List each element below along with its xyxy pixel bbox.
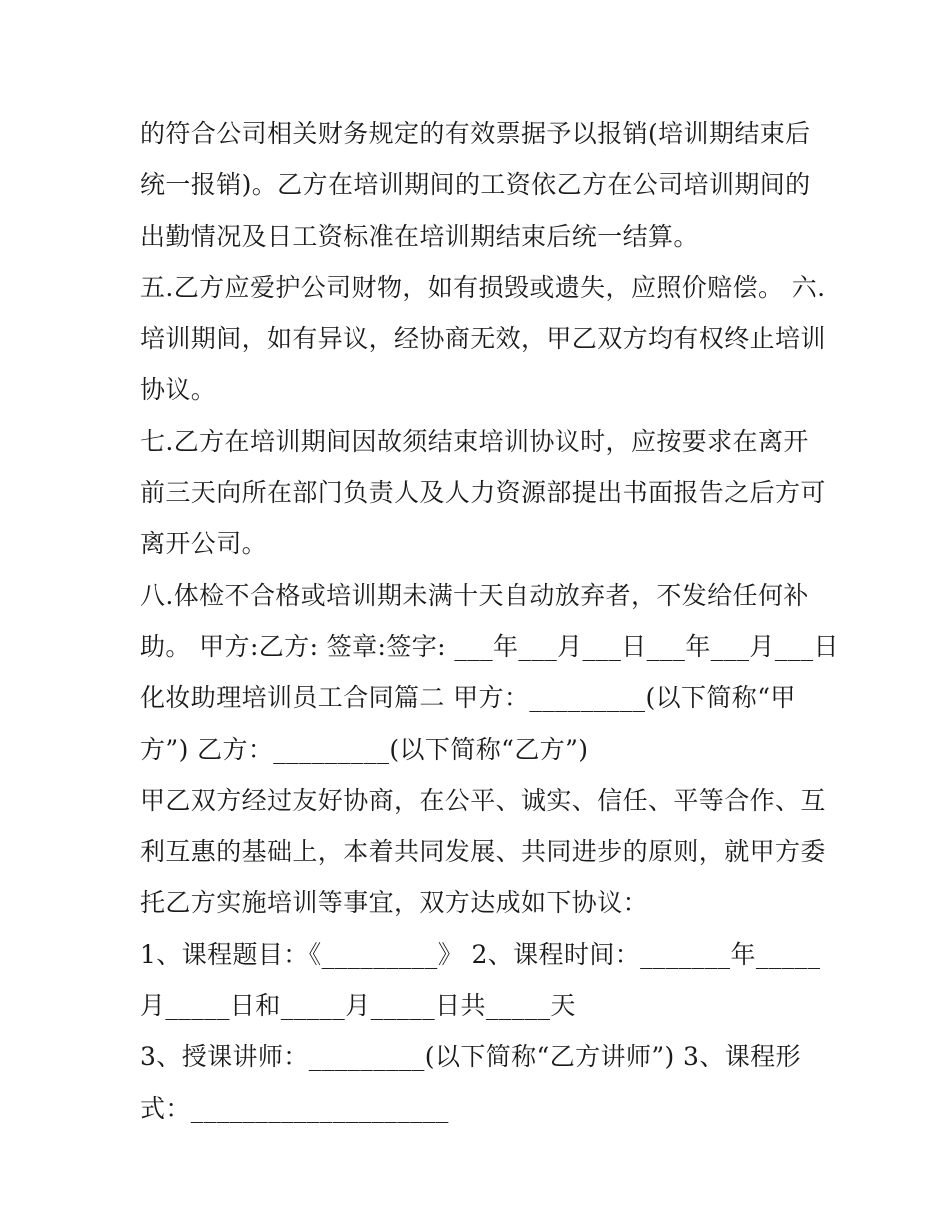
text-line: 培训期间，如有异议，经协商无效，甲乙双方均有权终止培训 — [140, 324, 826, 354]
text-line: 统一报销)。乙方在培训期间的工资依乙方在公司培训期间的 — [140, 170, 811, 200]
text-line: 五.乙方应爱护公司财物，如有损毁或遗失，应照价赔偿。 六. — [140, 272, 826, 302]
text-line: 前三天向所在部门负责人及人力资源部提出书面报告之后方可 — [140, 478, 826, 508]
course-date-line: 月_____日和_____月_____日共_____天 — [140, 991, 576, 1021]
text-line: 甲乙双方经过友好协商，在公平、诚实、信任、平等合作、互 — [140, 785, 826, 815]
text-line: 方”) 乙方：_________(以下简称“乙方”) — [140, 734, 589, 764]
text-line: 托乙方实施培训等事宜，双方达成如下协议： — [140, 888, 649, 918]
course-title-line: 1、课程题目：《_________》 2、课程时间：_______年_____ — [140, 939, 821, 969]
contract-heading-line: 化妆助理培训员工合同篇二 甲方：_________(以下简称“甲 — [140, 683, 796, 713]
signature-line: 助。 甲方:乙方: 签章:签字: ___年___月___日___年___月___日 — [140, 631, 839, 661]
text-line: 出勤情况及日工资标准在培训期结束后统一结算。 — [140, 221, 699, 251]
text-line: 离开公司。 — [140, 529, 268, 559]
text-line: 协议。 — [140, 375, 217, 405]
text-line: 八.体检不合格或培训期未满十天自动放弃者，不发给任何补 — [140, 580, 809, 610]
text-line: 的符合公司相关财务规定的有效票据予以报销(培训期结束后 — [140, 119, 811, 148]
lecturer-line: 3、授课讲师：_________(以下简称“乙方讲师”) 3、课程形 — [140, 1042, 801, 1072]
course-format-line: 式：____________________ — [140, 1093, 449, 1123]
text-line: 利互惠的基础上，本着共同发展、共同进步的原则，就甲方委 — [140, 837, 826, 867]
document-body — [140, 108, 839, 1134]
text-line: 七.乙方在培训期间因故须结束培训协议时，应按要求在离开 — [140, 426, 809, 456]
